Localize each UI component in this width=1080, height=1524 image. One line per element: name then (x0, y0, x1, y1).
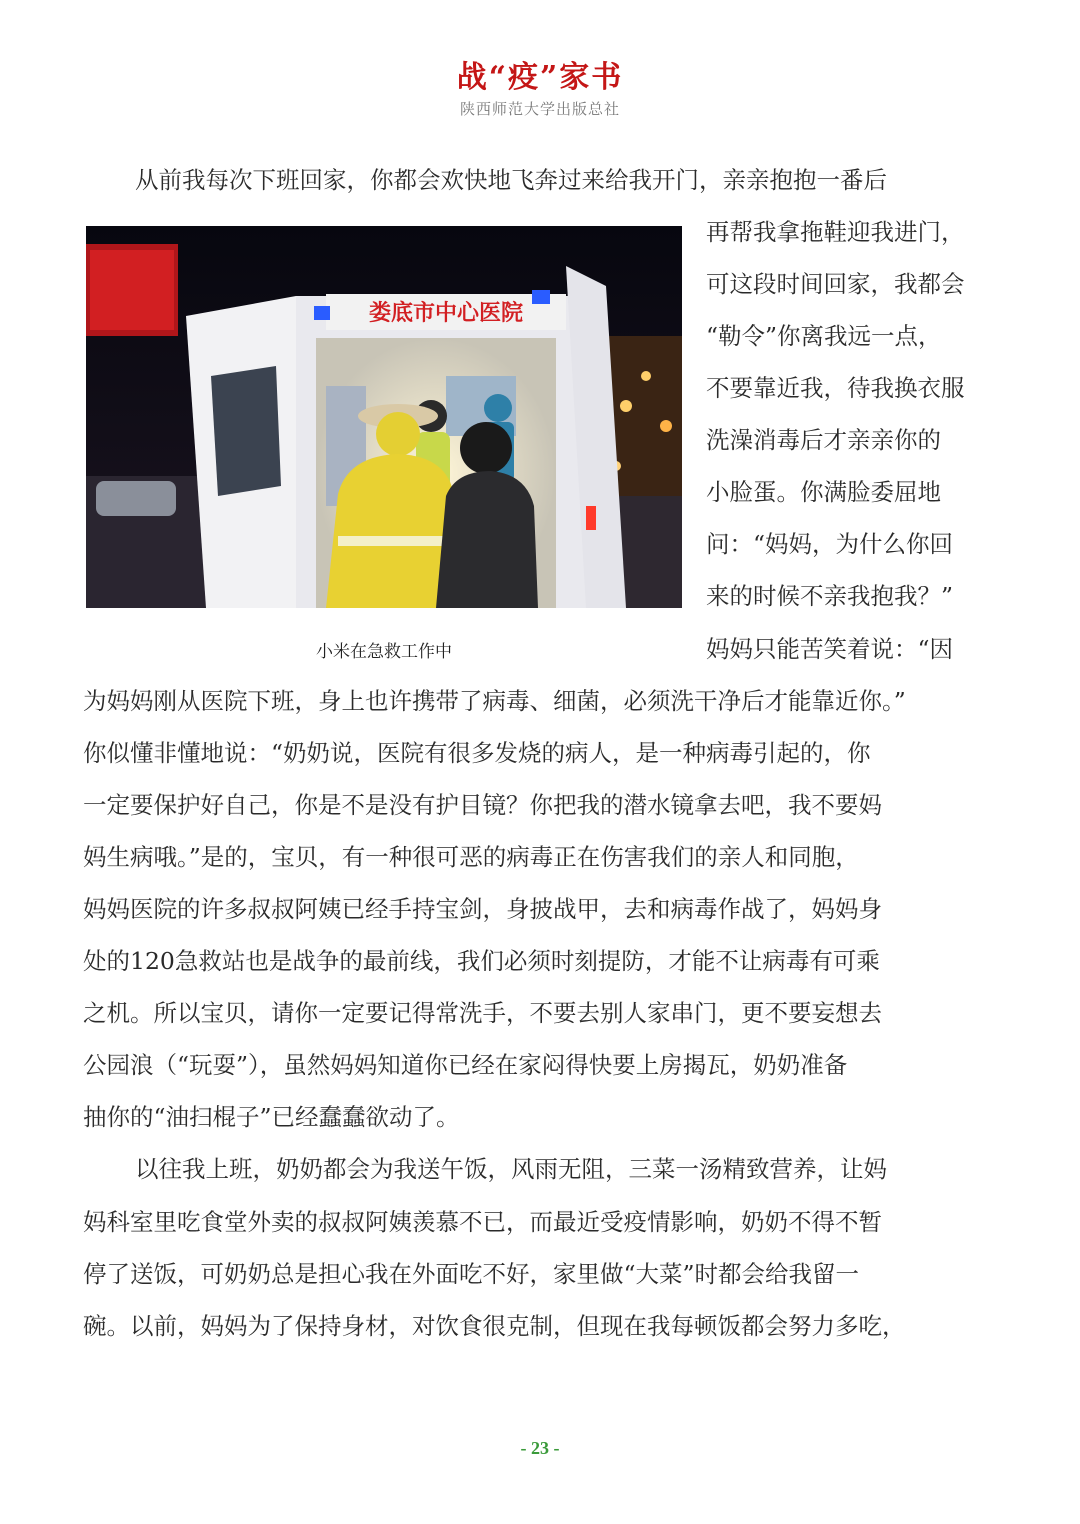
body-line: 一定要保护好自己，你是不是没有护目镜？你把我的潜水镜拿去吧，我不要妈 (83, 791, 882, 819)
body-line: 问：“妈妈，为什么你回 (706, 530, 954, 558)
body-line: 妈生病哦。”是的，宝贝，有一种很可恶的病毒正在伤害我们的亲人和同胞， (83, 843, 859, 871)
body-line: 洗澡消毒后才亲亲你的 (706, 426, 941, 454)
page-number: - 23 - (520, 1438, 560, 1458)
body-line: 你似懂非懂地说：“奶奶说，医院有很多发烧的病人，是一种病毒引起的，你 (83, 739, 871, 767)
publisher-name: 陕西师范大学出版总社 (459, 100, 620, 118)
body-line: 抽你的“油扫棍子”已经蠢蠢欲动了。 (83, 1103, 460, 1131)
hospital-sign: 娄底市中心医院 (368, 301, 524, 326)
body-line: 再帮我拿拖鞋迎我进门， (706, 218, 965, 246)
body-line: 为妈妈刚从医院下班，身上也许携带了病毒、细菌，必须洗干净后才能靠近你。” (83, 687, 906, 715)
body-line: “勒令”你离我远一点， (706, 322, 942, 350)
body-line: 以往我上班，奶奶都会为我送午饭，风雨无阻，三菜一汤精致营养，让妈 (135, 1155, 887, 1183)
book-title: 战“疫”家书 (456, 60, 624, 95)
body-line: 可这段时间回家，我都会 (706, 270, 965, 298)
body-line: 碗。以前，妈妈为了保持身材，对饮食很克制，但现在我每顿饭都会努力多吃， (83, 1312, 906, 1340)
body-line: 妈妈医院的许多叔叔阿姨已经手持宝剑，身披战甲，去和病毒作战了，妈妈身 (83, 895, 882, 923)
body-line: 之机。所以宝贝，请你一定要记得常洗手，不要去别人家串门，更不要妄想去 (83, 999, 882, 1027)
body-line: 从前我每次下班回家，你都会欢快地飞奔过来给我开门，亲亲抱抱一番后 (135, 166, 887, 194)
body-line: 停了送饭，可奶奶总是担心我在外面吃不好，家里做“大菜”时都会给我留一 (83, 1260, 860, 1288)
body-line: 来的时候不亲我抱我？” (706, 582, 954, 610)
ambulance-illustration (86, 226, 682, 608)
body-line: 小脸蛋。你满脸委屈地 (706, 478, 941, 506)
ambulance-photo (86, 226, 682, 608)
body-line: 妈科室里吃食堂外卖的叔叔阿姨羡慕不已，而最近受疫情影响，奶奶不得不暂 (83, 1208, 882, 1236)
photo-caption: 小米在急救工作中 (316, 642, 452, 662)
page-header (0, 58, 1080, 120)
body-line: 公园浪（“玩耍”），虽然妈妈知道你已经在家闷得快要上房揭瓦，奶奶准备 (83, 1051, 848, 1079)
body-line: 不要靠近我，待我换衣服 (706, 374, 965, 402)
body-line: 妈妈只能苦笑着说：“因 (706, 635, 954, 663)
body-line: 处的120急救站也是战争的最前线，我们必须时刻提防，才能不让病毒有可乘 (83, 947, 880, 975)
